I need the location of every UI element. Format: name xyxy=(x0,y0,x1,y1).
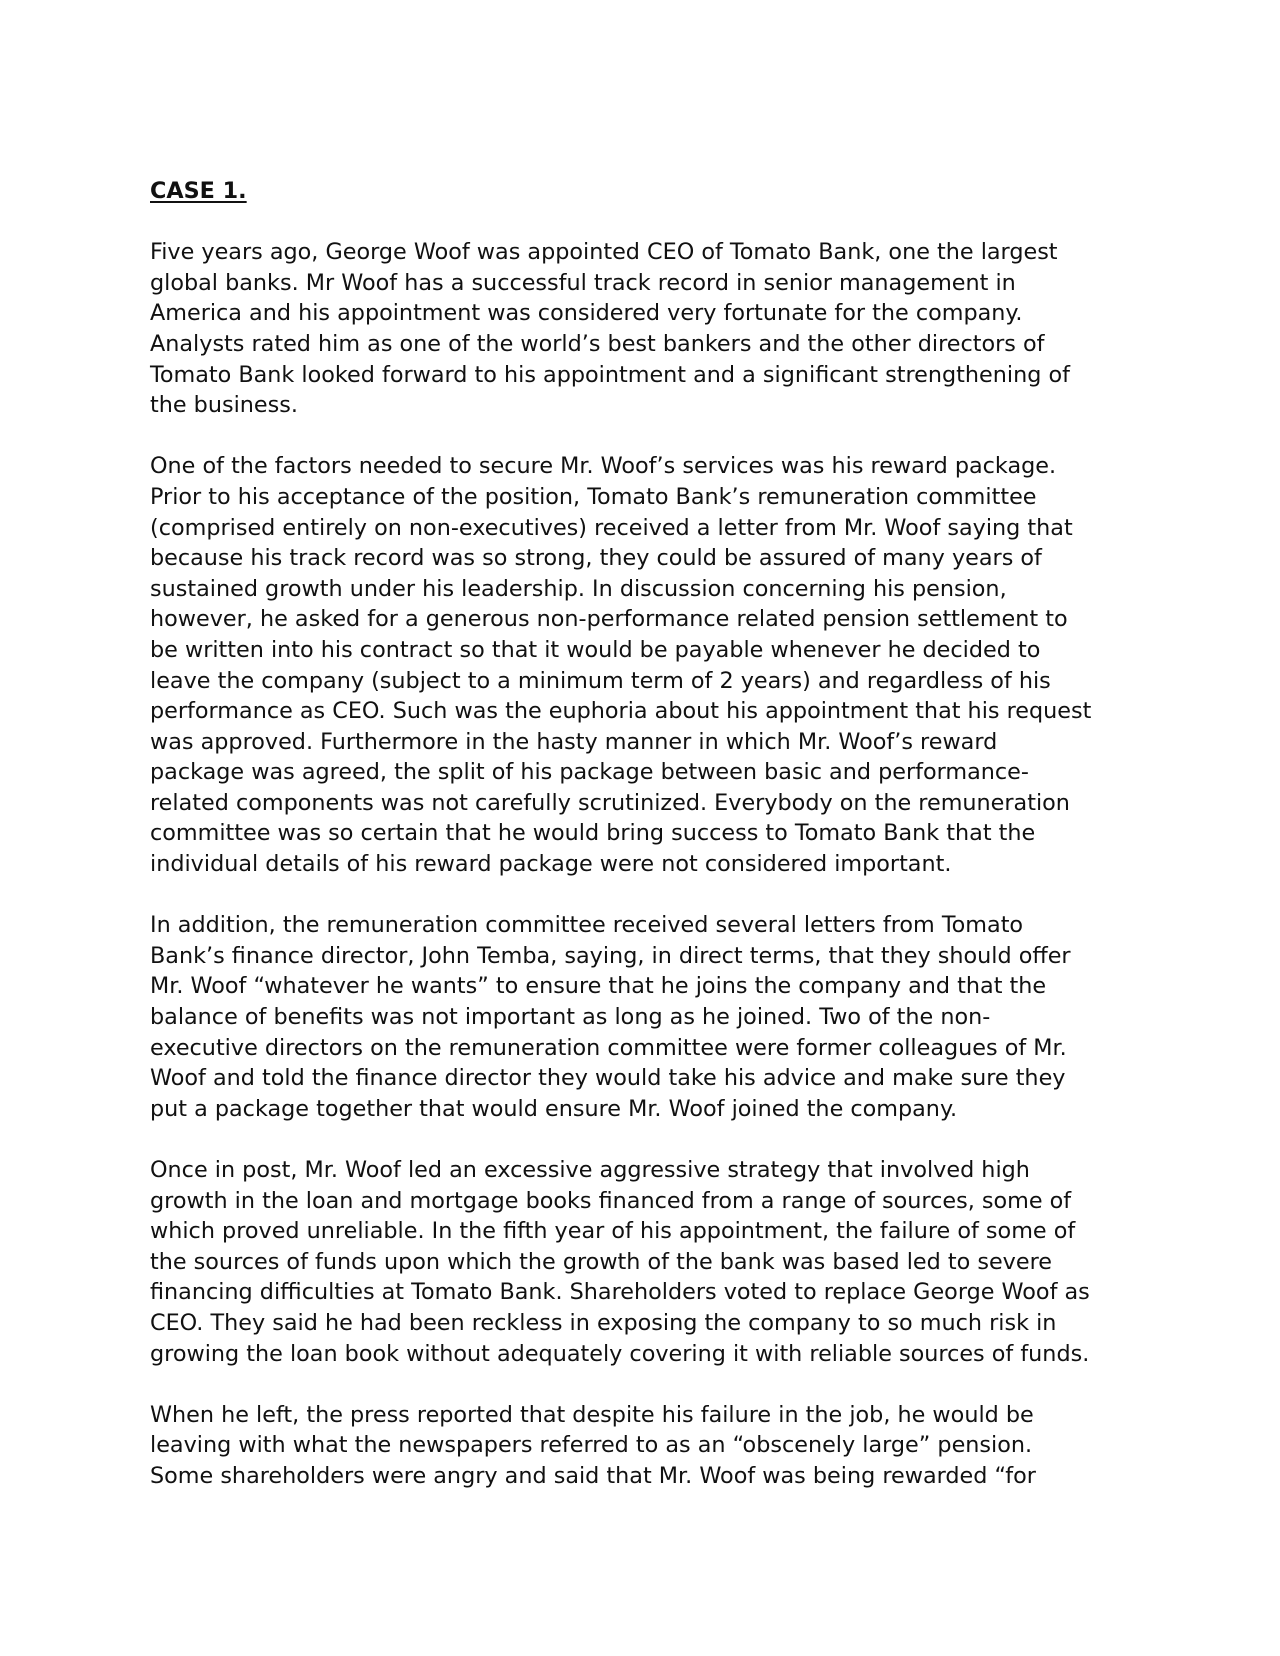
text-line: global banks. Mr Woof has a successful track record in senior management in xyxy=(150,269,1016,296)
text-line: One of the factors needed to secure Mr. Woof’s services was his reward package. xyxy=(150,453,1057,480)
text-line: which proved unreliable. In the fifth year of his appointment, the failure of some of xyxy=(150,1218,1076,1245)
paragraph-1 xyxy=(150,237,1140,421)
paragraph-3 xyxy=(150,910,1140,1124)
text-line: Five years ago, George Woof was appointed CEO of Tomato Bank, one the largest xyxy=(150,239,1058,266)
text-line: put a package together that would ensure Mr. Woof joined the company. xyxy=(150,1095,958,1122)
text-line: leaving with what the newspapers referred to as an “obscenely large” pension. xyxy=(150,1432,1033,1459)
text-line: package was agreed, the split of his package between basic and performance- xyxy=(150,759,1029,786)
text-line: Bank’s finance director, John Temba, saying, in direct terms, that they should offer xyxy=(150,942,1071,969)
text-line: In addition, the remuneration committee received several letters from Tomato xyxy=(150,912,1024,939)
text-line: (comprised entirely on non-executives) received a letter from Mr. Woof saying that xyxy=(150,514,1073,541)
paragraph-5 xyxy=(150,1400,1140,1492)
text-line: Prior to his acceptance of the position, Tomato Bank’s remuneration committee xyxy=(150,483,1037,510)
text-line: sustained growth under his leadership. In discussion concerning his pension, xyxy=(150,575,1007,602)
text-line: individual details of his reward package were not considered important. xyxy=(150,851,952,878)
text-line: When he left, the press reported that despite his failure in the job, he would be xyxy=(150,1401,1034,1428)
text-line: be written into his contract so that it would be payable whenever he decided to xyxy=(150,636,1041,663)
case-title: CASE 1. xyxy=(150,178,247,204)
paragraph-4 xyxy=(150,1155,1140,1369)
text-line: growth in the loan and mortgage books financed from a range of sources, some of xyxy=(150,1187,1072,1214)
text-line: CEO. They said he had been reckless in exposing the company to so much risk in xyxy=(150,1309,1057,1336)
document-body xyxy=(150,176,1140,1522)
text-line: financing difficulties at Tomato Bank. Shareholders voted to replace George Woof as xyxy=(150,1279,1090,1306)
paragraph-list xyxy=(150,237,1140,1491)
text-line: America and his appointment was considered very fortunate for the company. xyxy=(150,300,1023,327)
text-line: balance of benefits was not important as long as he joined. Two of the non- xyxy=(150,1004,991,1031)
text-line: Woof and told the finance director they would take his advice and make sure they xyxy=(150,1065,1066,1092)
paragraph-2 xyxy=(150,451,1140,879)
text-line: Analysts rated him as one of the world’s best bankers and the other directors of xyxy=(150,330,1045,357)
text-line: the business. xyxy=(150,392,298,419)
text-line: Tomato Bank looked forward to his appointment and a significant strengthening of xyxy=(150,361,1070,388)
text-line: however, he asked for a generous non-performance related pension settlement to xyxy=(150,606,1068,633)
text-line: Mr. Woof “whatever he wants” to ensure that he joins the company and that the xyxy=(150,973,1047,1000)
text-line: committee was so certain that he would bring success to Tomato Bank that the xyxy=(150,820,1036,847)
text-line: related components was not carefully scrutinized. Everybody on the remuneration xyxy=(150,789,1070,816)
text-line: Once in post, Mr. Woof led an excessive aggressive strategy that involved high xyxy=(150,1157,1030,1183)
text-line: because his track record was so strong, they could be assured of many years of xyxy=(150,545,1042,572)
text-line: leave the company (subject to a minimum term of 2 years) and regardless of his xyxy=(150,667,1051,694)
text-line: performance as CEO. Such was the euphoria about his appointment that his request xyxy=(150,698,1092,725)
text-line: executive directors on the remuneration committee were former colleagues of Mr. xyxy=(150,1034,1067,1061)
text-line: Some shareholders were angry and said that Mr. Woof was being rewarded “for xyxy=(150,1462,1036,1489)
text-line: was approved. Furthermore in the hasty manner in which Mr. Woof’s reward xyxy=(150,728,998,755)
text-line: the sources of funds upon which the growth of the bank was based led to severe xyxy=(150,1248,1052,1275)
text-line: growing the loan book without adequately covering it with reliable sources of funds. xyxy=(150,1340,1090,1367)
